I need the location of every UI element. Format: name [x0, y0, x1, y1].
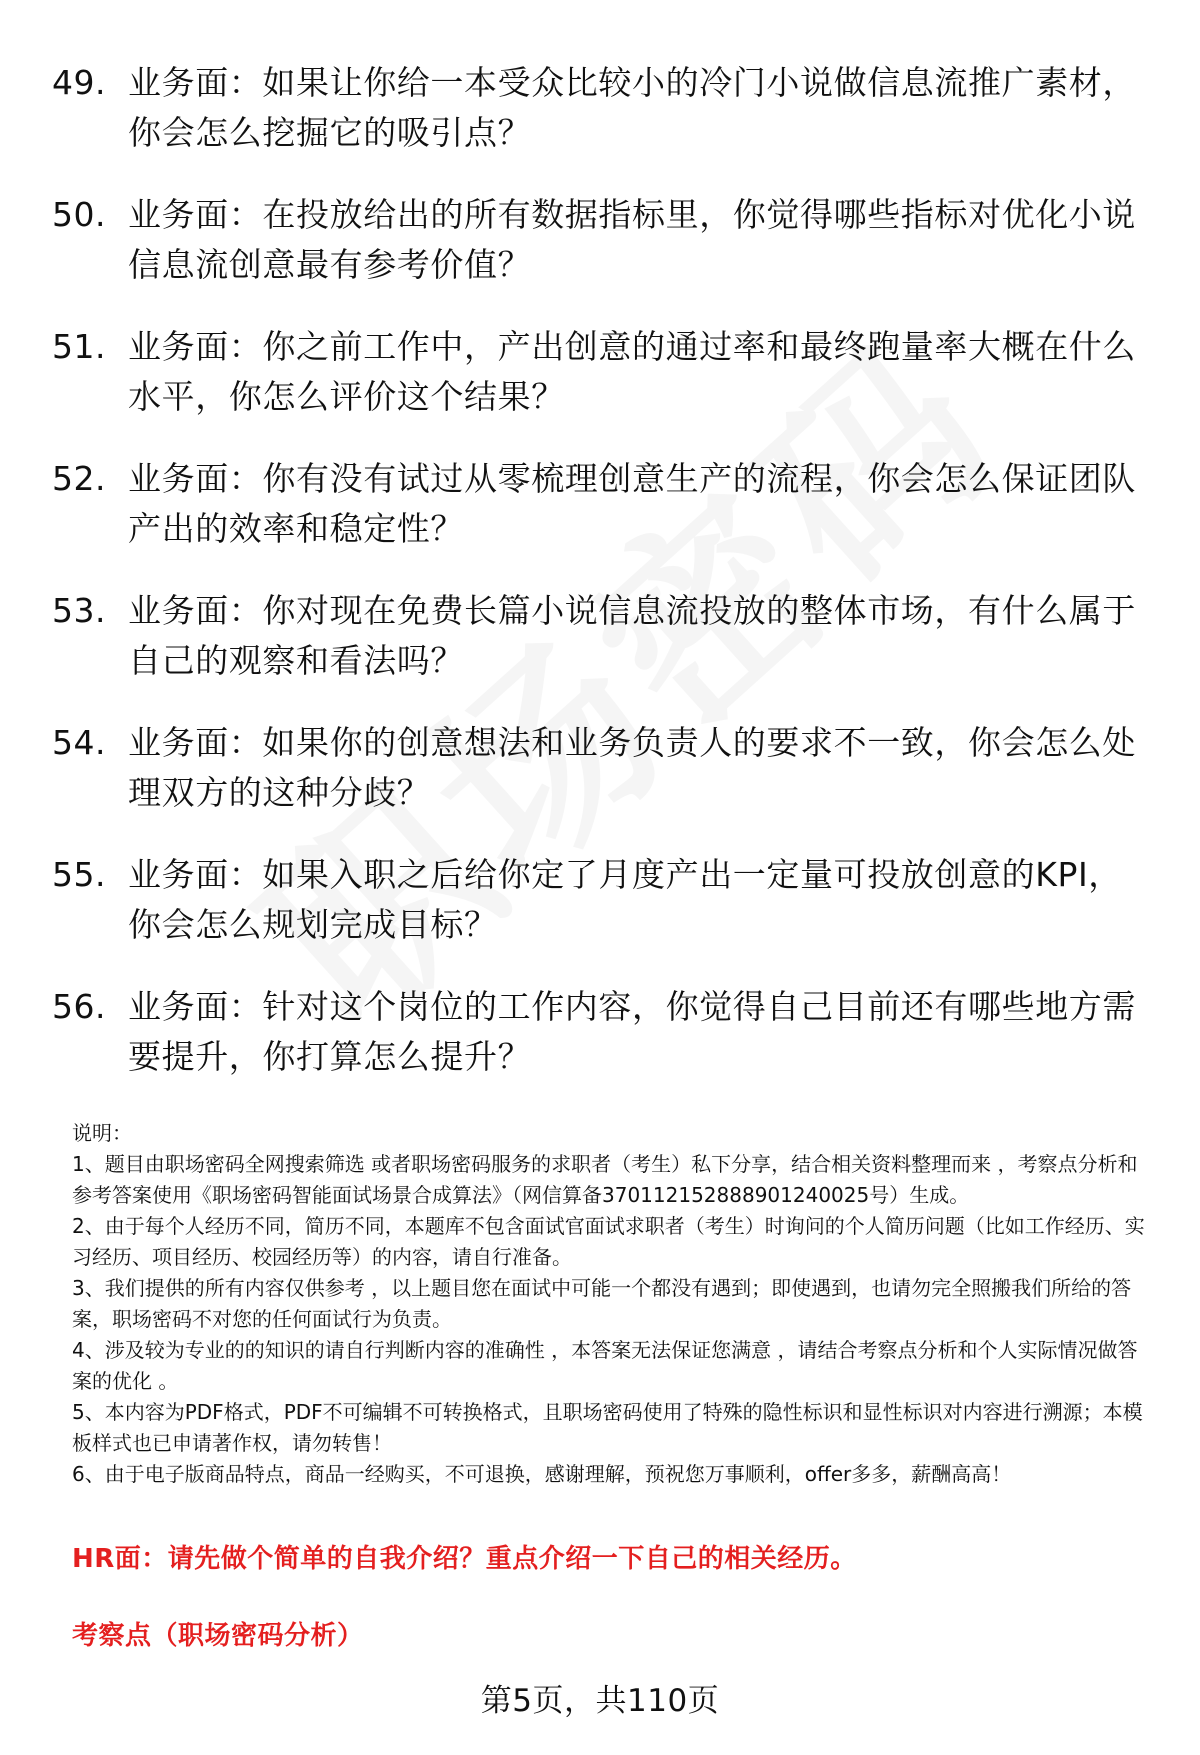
note-item: 5、本内容为PDF格式，PDF不可编辑不可转换格式，且职场密码使用了特殊的隐性标识和显性标识对内容进行溯源；本模板样式也已申请著作权，请勿转售！ — [72, 1400, 1143, 1455]
note-item: 3、我们提供的所有内容仅供参考 ，以上题目您在面试中可能一个都没有遇到；即使遇到，也请勿完全照搬我们所给的答案，职场密码不对您的任何面试行为负责。 — [72, 1276, 1132, 1331]
question-item — [52, 982, 1152, 1114]
question-number: 55. — [52, 855, 106, 894]
question-text: 业务面：你对现在免费长篇小说信息流投放的整体市场，有什么属于自己的观察和看法吗？ — [128, 591, 1136, 680]
question-text: 业务面：如果你的创意想法和业务负责人的要求不一致，你会怎么处理双方的这种分歧？ — [128, 723, 1136, 812]
question-item — [52, 586, 1152, 718]
page-number: 第5页，共110页 — [480, 1683, 720, 1719]
question-text: 业务面：在投放给出的所有数据指标里，你觉得哪些指标对优化小说信息流创意最有参考价值？ — [128, 195, 1136, 284]
question-text: 业务面：针对这个岗位的工作内容，你觉得自己目前还有哪些地方需要提升，你打算怎么提升？ — [128, 987, 1136, 1076]
analysis-heading: 考察点（职场密码分析） — [72, 1621, 364, 1651]
notes-title: 说明： — [72, 1121, 132, 1145]
question-text: 业务面：你之前工作中，产出创意的通过率和最终跑量率大概在什么水平，你怎么评价这个结果？ — [128, 327, 1136, 416]
question-item — [52, 58, 1152, 190]
question-item — [52, 322, 1152, 454]
question-item — [52, 718, 1152, 850]
note-item: 2、由于每个人经历不同，简历不同，本题库不包含面试官面试求职者（考生）时询问的个人简历问题（比如工作经历、实习经历、项目经历、校园经历等）的内容，请自行准备。 — [72, 1214, 1145, 1269]
question-number: 56. — [52, 987, 106, 1026]
question-number: 50. — [52, 195, 106, 234]
hr-question-heading: HR面：请先做个简单的自我介绍？重点介绍一下自己的相关经历。 — [72, 1544, 857, 1574]
note-item: 1、题目由职场密码全网搜索筛选 或者职场密码服务的求职者（考生）私下分享，结合相关资料整理而来 ，考察点分析和参考答案使用《职场密码智能面试场景合成算法》（网信算备370112152888901240025号）生成。 — [72, 1152, 1138, 1207]
question-item — [52, 850, 1152, 982]
question-number: 54. — [52, 723, 106, 762]
note-item: 4、涉及较为专业的的知识的请自行判断内容的准确性 ，本答案无法保证您满意 ，请结合考察点分析和个人实际情况做答案的优化 。 — [72, 1338, 1138, 1393]
note-item: 6、由于电子版商品特点，商品一经购买，不可退换，感谢理解，预祝您万事顺利，offer多多，薪酬高高！ — [72, 1462, 1012, 1486]
question-list — [52, 58, 1152, 1114]
question-item — [52, 454, 1152, 586]
question-number: 51. — [52, 327, 106, 366]
question-number: 52. — [52, 459, 106, 498]
question-item — [52, 190, 1152, 322]
question-text: 业务面：你有没有试过从零梳理创意生产的流程，你会怎么保证团队产出的效率和稳定性？ — [128, 459, 1136, 548]
notes-section — [72, 1118, 1152, 1490]
question-number: 53. — [52, 591, 106, 630]
question-text: 业务面：如果入职之后给你定了月度产出一定量可投放创意的KPI，你会怎么规划完成目标？ — [128, 855, 1122, 944]
question-number: 49. — [52, 63, 106, 102]
question-text: 业务面：如果让你给一本受众比较小的冷门小说做信息流推广素材，你会怎么挖掘它的吸引点？ — [128, 63, 1136, 152]
